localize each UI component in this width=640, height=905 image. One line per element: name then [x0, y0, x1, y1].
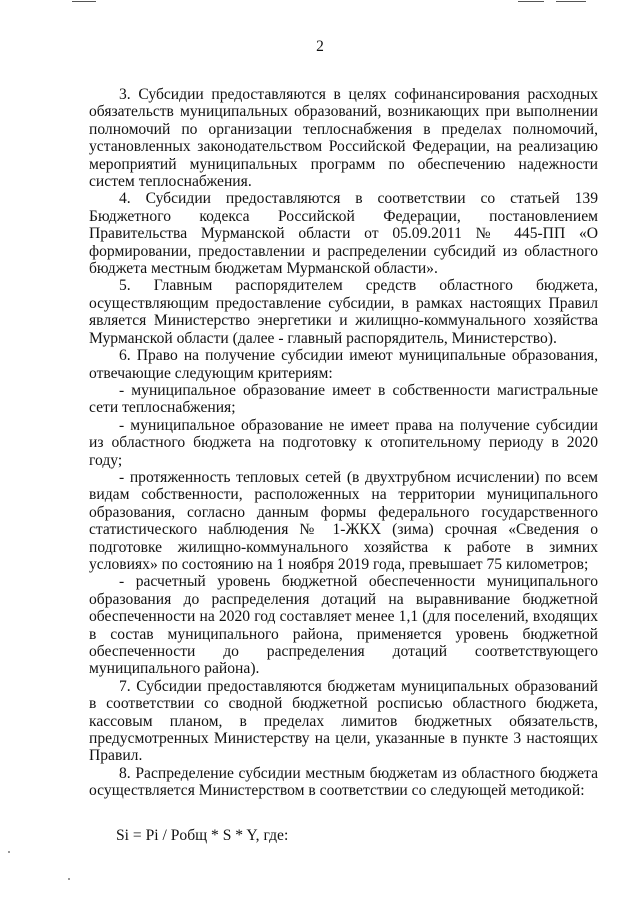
paragraph-5: 5. Главным распорядителем средств областного бюджета, осуществляющим предоставление субсидии, в рамках настоящих Правил является Министерство энергетики и жилищно-коммунального хозяйства Мурманской области (далее - главный распорядитель, Министерство).	[89, 277, 598, 347]
paragraph-3: 3. Субсидии предоставляются в целях софинансирования расходных обязательств муниципальных образований, возникающих при выполнении полномочий по организации теплоснабжения в пределах полномочий, установленных законодательством Российской Федерации, на реализацию мероприятий муниципальных программ по обеспечению надежности систем теплоснабжения.	[89, 86, 598, 191]
scan-speck	[8, 851, 10, 853]
paragraph-8: 8. Распределение субсидии местным бюджетам из областного бюджета осуществляется Министерством в соответствии со следующей методикой:	[89, 764, 598, 800]
criterion-2: - муниципальное образование не имеет права на получение субсидии из областного бюджета на подготовку к отопительному периоду в 2020 году;	[89, 416, 598, 469]
page-number: 2	[316, 38, 324, 55]
paragraph-7: 7. Субсидии предоставляются бюджетам муниципальных образований в соответствии со сводной бюджетной росписью областного бюджета, кассовым планом, в пределах лимитов бюджетных обязательств, предусмотренных Министерству на цели, указанные в пункте 3 настоящих Правил.	[89, 677, 598, 765]
scan-edge-mark-left	[72, 1, 96, 2]
document-body	[89, 86, 598, 844]
paragraph-6: 6. Право на получение субсидии имеют муниципальные образования, отвечающие следующим критериям:	[89, 347, 598, 382]
scan-speck	[68, 878, 70, 880]
scan-edge-mark-right	[518, 1, 544, 2]
criterion-1: - муниципальное образование имеет в собственности магистральные сети теплоснабжения;	[89, 381, 598, 417]
criterion-3: - протяженность тепловых сетей (в двухтрубном исчислении) по всем видам собственности, расположенных на территории муниципального образования, согласно данным формы федерального государственного статистического наблюдения № 1-ЖКХ (зима) срочная «Сведения о подготовке жилищно-коммунального хозяйства к работе в зимних условиях» по состоянию на 1 ноября 2019 года, превышает 75 километров;	[89, 468, 598, 573]
scan-edge-mark-right-2	[556, 1, 586, 2]
paragraph-4: 4. Субсидии предоставляются в соответствии со статьей 139 Бюджетного кодекса Российской Федерации, постановлением Правительства Мурманской области от 05.09.2011 № 445-ПП «О формировании, предоставлении и распределении субсидий из областного бюджета местным бюджетам Мурманской области».	[89, 190, 598, 278]
formula: Si = Pi / Pобщ * S * Y, где:	[116, 826, 289, 844]
criterion-4: - расчетный уровень бюджетной обеспеченности муниципального образования до распределения дотаций на выравнивание бюджетной обеспеченности на 2020 год составляет менее 1,1 (для поселений, входящих в состав муниципального района, применяется уровень бюджетной обеспеченности до распределения дотаций соответствующего муниципального района).	[89, 573, 598, 678]
